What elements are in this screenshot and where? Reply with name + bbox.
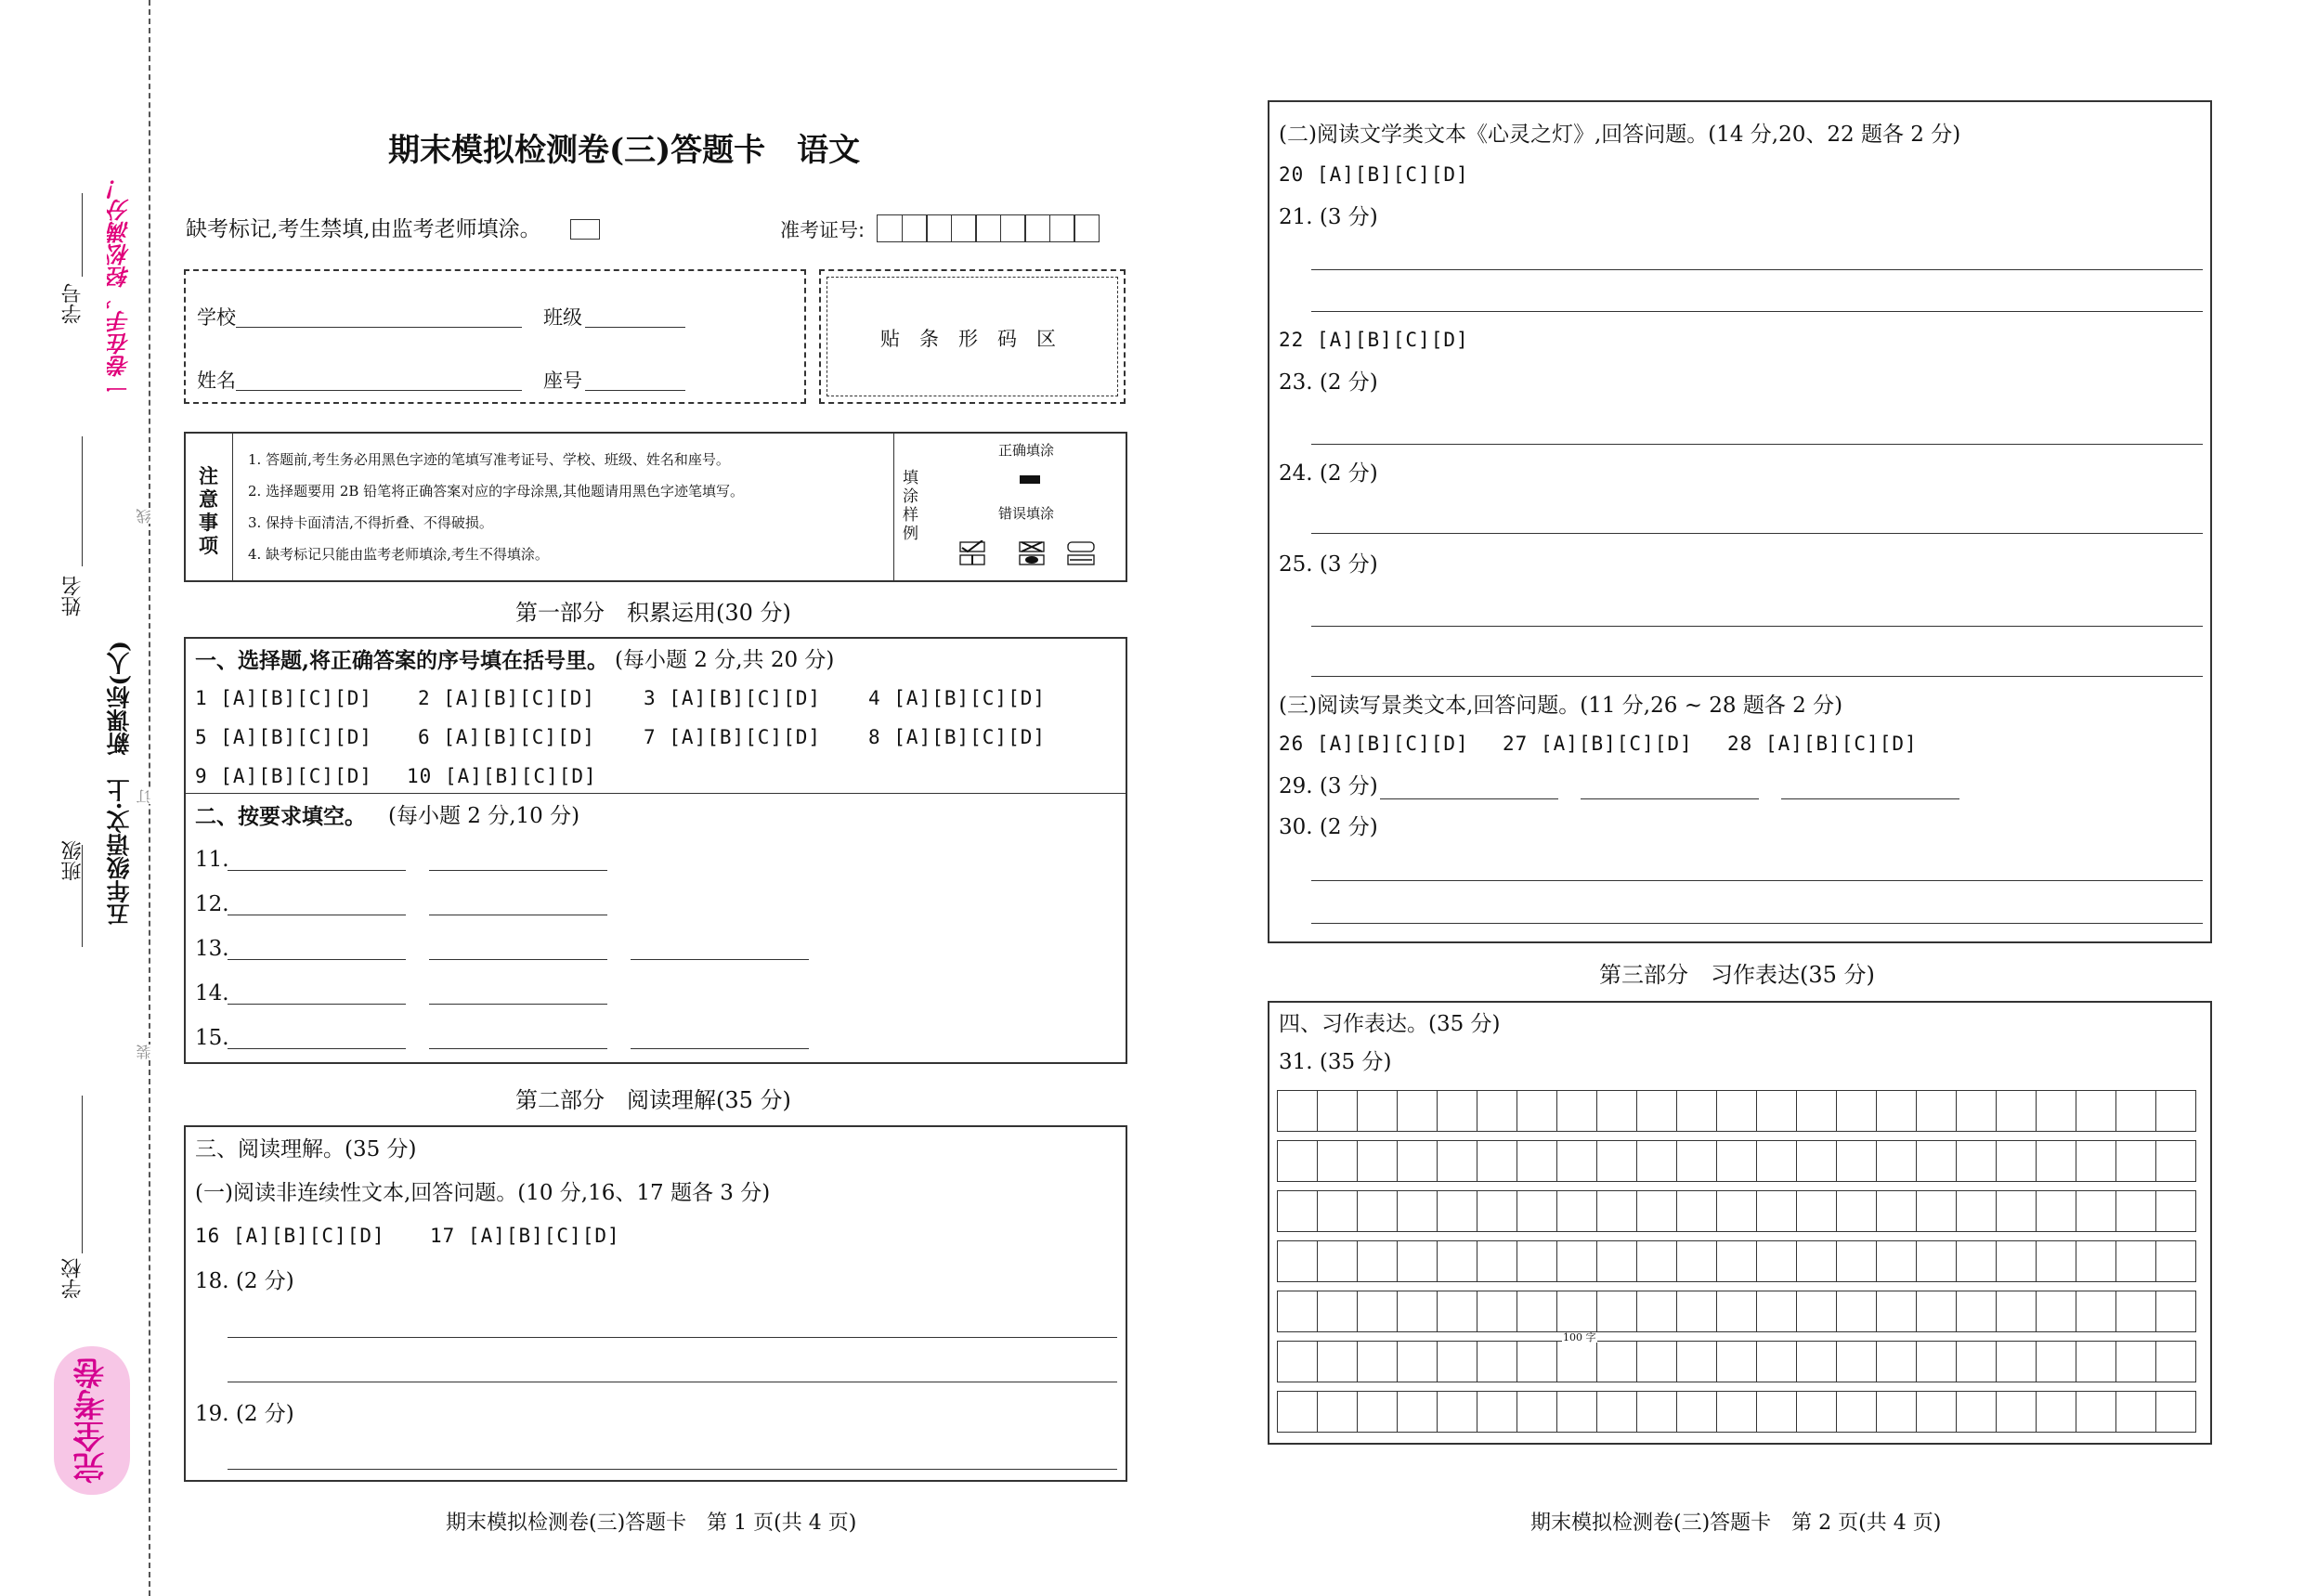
binding-class-label: 班级: [61, 840, 85, 881]
writing-grid-cell[interactable]: [1637, 1241, 1677, 1281]
fill-q15-label: 15.: [195, 1026, 229, 1050]
writing-grid-cell[interactable]: [1517, 1091, 1557, 1131]
writing-grid-cell[interactable]: [1677, 1392, 1717, 1432]
notice-heading-divider: [232, 432, 233, 582]
writing-grid-cell[interactable]: [2037, 1191, 2076, 1231]
exam-id-boxes[interactable]: [877, 214, 1099, 246]
writing-grid-cell[interactable]: [2116, 1392, 2156, 1432]
writing-grid-cell[interactable]: [1997, 1392, 2037, 1432]
writing-grid-cell[interactable]: [1717, 1191, 1757, 1231]
writing-grid-cell[interactable]: [1358, 1141, 1398, 1181]
page1-title: 期末模拟检测卷(三)答题卡 语文: [388, 132, 861, 169]
mc-q28[interactable]: 28 [A][B][C][D]: [1727, 733, 1918, 755]
mc-q7[interactable]: 7 [A][B][C][D]: [644, 726, 822, 748]
writing-grid-cell[interactable]: [1877, 1291, 1917, 1331]
writing-grid-cell[interactable]: [1957, 1291, 1997, 1331]
seat-input[interactable]: [585, 390, 685, 391]
writing-grid-cell[interactable]: [1917, 1191, 1957, 1231]
writing-grid-cell[interactable]: [1997, 1191, 2037, 1231]
correct-fill-label: 正确填涂: [998, 442, 1055, 459]
notice-item-4: 4. 缺考标记只能由监考老师填涂,考生不得填涂。: [248, 546, 549, 563]
writing-grid-row: [1277, 1341, 2196, 1382]
writing-grid-cell[interactable]: [2076, 1191, 2116, 1231]
writing-grid-cell[interactable]: [1597, 1091, 1637, 1131]
fill-q11-label: 11.: [195, 848, 229, 872]
writing-grid-cell[interactable]: [1597, 1141, 1637, 1181]
writing-grid-cell[interactable]: [1318, 1241, 1358, 1281]
notice-sample-divider: [893, 432, 894, 582]
writing-grid-cell[interactable]: [2076, 1141, 2116, 1181]
mc-q2[interactable]: 2 [A][B][C][D]: [418, 687, 596, 709]
binding-mark-zhuang: 装: [136, 1045, 153, 1059]
writing-grid-cell[interactable]: [2037, 1141, 2076, 1181]
notice-heading: 注意事项: [199, 464, 218, 557]
writing-grid-cell[interactable]: [1557, 1392, 1597, 1432]
writing-grid-cell[interactable]: [1517, 1241, 1557, 1281]
writing-grid-cell[interactable]: [1717, 1241, 1757, 1281]
binding-mark-xian: 线: [136, 509, 153, 524]
writing-grid-cell[interactable]: [1757, 1342, 1797, 1382]
writing-grid-cell[interactable]: [2076, 1392, 2116, 1432]
writing-grid-cell[interactable]: [1757, 1141, 1797, 1181]
binding-course: 五年级语文·上 新课标(人): [106, 641, 133, 927]
fill-q14-blank-2[interactable]: [429, 1004, 607, 1005]
mc-q6[interactable]: 6 [A][B][C][D]: [418, 726, 596, 748]
q2-heading: 二、按要求填空。: [195, 804, 366, 829]
writing-grid-cell[interactable]: [1677, 1191, 1717, 1231]
writing-grid-cell[interactable]: [1717, 1392, 1757, 1432]
writing-grid-cell[interactable]: [1997, 1342, 2037, 1382]
absent-note: 缺考标记,考生禁填,由监考老师填涂。: [186, 217, 541, 241]
writing-grid-cell[interactable]: [1877, 1392, 1917, 1432]
mc-q8[interactable]: 8 [A][B][C][D]: [868, 726, 1047, 748]
writing-grid-cell[interactable]: [1557, 1291, 1597, 1331]
writing-grid-cell[interactable]: [1677, 1141, 1717, 1181]
writing-grid-cell[interactable]: [1597, 1291, 1637, 1331]
writing-grid-cell[interactable]: [2076, 1291, 2116, 1331]
class-input[interactable]: [585, 327, 685, 328]
writing-grid-cell[interactable]: [1837, 1191, 1877, 1231]
writing-grid-cell[interactable]: [2116, 1091, 2156, 1131]
sample-heading: 填涂样例: [903, 469, 918, 543]
writing-grid-cell[interactable]: [1358, 1392, 1398, 1432]
writing-grid-cell[interactable]: [1278, 1291, 1318, 1331]
writing-grid-cell[interactable]: [1398, 1141, 1438, 1181]
writing-grid-cell[interactable]: [1477, 1342, 1517, 1382]
page1-footer: 期末模拟检测卷(三)答题卡 第 1 页(共 4 页): [446, 1512, 857, 1535]
writing-grid-cell[interactable]: [2156, 1191, 2196, 1231]
writing-grid-cell[interactable]: [2076, 1241, 2116, 1281]
fill-q15-blank-2[interactable]: [429, 1048, 607, 1049]
writing-grid-cell[interactable]: [1917, 1392, 1957, 1432]
writing-grid-cell[interactable]: [1318, 1091, 1358, 1131]
part2-heading: 第二部分 阅读理解(35 分): [515, 1087, 791, 1113]
fill-q14-blank-1[interactable]: [228, 1004, 406, 1005]
name-input[interactable]: [236, 390, 522, 391]
writing-grid-cell[interactable]: [1637, 1392, 1677, 1432]
writing-grid-cell[interactable]: [2116, 1241, 2156, 1281]
writing-grid-cell[interactable]: [1358, 1291, 1398, 1331]
school-input[interactable]: [236, 327, 522, 328]
fill-q15-blank-1[interactable]: [228, 1048, 406, 1049]
sub3-heading: (三)阅读写景类文本,回答问题。(11 分,26 ~ 28 题各 2 分): [1279, 694, 1843, 718]
writing-grid-cell[interactable]: [1358, 1342, 1398, 1382]
writing-grid-cell[interactable]: [1358, 1191, 1398, 1231]
writing-grid-cell[interactable]: [1557, 1091, 1597, 1131]
writing-grid-cell[interactable]: [1438, 1392, 1477, 1432]
writing-grid-cell[interactable]: [1517, 1342, 1557, 1382]
writing-grid-cell[interactable]: [1957, 1191, 1997, 1231]
writing-grid-cell[interactable]: [1637, 1342, 1677, 1382]
writing-grid-cell[interactable]: [2076, 1342, 2116, 1382]
mc-q22[interactable]: 22 [A][B][C][D]: [1279, 329, 1469, 351]
writing-grid-cell[interactable]: [1837, 1141, 1877, 1181]
writing-grid-cell[interactable]: [1957, 1342, 1997, 1382]
writing-grid-cell[interactable]: [1557, 1141, 1597, 1181]
writing-grid-cell[interactable]: [1637, 1291, 1677, 1331]
mc-q5[interactable]: 5 [A][B][C][D]: [195, 726, 373, 748]
writing-grid-cell[interactable]: [1677, 1091, 1717, 1131]
writing-grid-cell[interactable]: [1398, 1091, 1438, 1131]
brand-logo-text: 完全考卷: [73, 1357, 111, 1484]
writing-grid-cell[interactable]: [2116, 1191, 2156, 1231]
class-label: 班级: [543, 306, 582, 329]
writing-grid-cell[interactable]: [1318, 1342, 1358, 1382]
writing-grid-cell[interactable]: [2156, 1241, 2196, 1281]
page2-footer: 期末模拟检测卷(三)答题卡 第 2 页(共 4 页): [1530, 1512, 1942, 1535]
q21-answer-line-1[interactable]: [1311, 269, 2203, 270]
writing-grid-cell[interactable]: [1637, 1141, 1677, 1181]
mc-q26[interactable]: 26 [A][B][C][D]: [1279, 733, 1469, 755]
writing-grid-row: [1277, 1240, 2196, 1282]
mc-q17[interactable]: 17 [A][B][C][D]: [430, 1225, 620, 1247]
wrong-fill-label: 错误填涂: [998, 505, 1055, 522]
q24-label: 24. (2 分): [1279, 461, 1378, 486]
exam-id-label: 准考证号:: [780, 219, 866, 241]
writing-grid-cell[interactable]: [1597, 1191, 1637, 1231]
q30-answer-line-1[interactable]: [1311, 880, 2203, 881]
mc-q4[interactable]: 4 [A][B][C][D]: [868, 687, 1047, 709]
reading-box-2: [1268, 100, 2212, 943]
q21-answer-line-2[interactable]: [1311, 311, 2203, 312]
name-label: 姓名: [197, 370, 236, 392]
writing-grid-cell[interactable]: [1797, 1392, 1837, 1432]
mc-q16[interactable]: 16 [A][B][C][D]: [195, 1225, 385, 1247]
q3-heading: 三、阅读理解。(35 分): [195, 1137, 417, 1161]
writing-grid-cell[interactable]: [1358, 1241, 1398, 1281]
part3-heading: 第三部分 习作表达(35 分): [1599, 962, 1875, 988]
writing-grid-cell[interactable]: [2156, 1342, 2196, 1382]
notice-item-1: 1. 答题前,考生务必用黑色字迹的笔填写准考证号、学校、班级、姓名和座号。: [248, 451, 730, 468]
writing-grid-cell[interactable]: [1278, 1091, 1318, 1131]
q29-blank-1[interactable]: [1380, 798, 1558, 799]
writing-grid-cell[interactable]: [1597, 1392, 1637, 1432]
writing-grid-cell[interactable]: [1517, 1141, 1557, 1181]
writing-grid-cell[interactable]: [2116, 1291, 2156, 1331]
q21-label: 21. (3 分): [1279, 205, 1378, 229]
writing-grid-cell[interactable]: [1398, 1191, 1438, 1231]
writing-grid-cell[interactable]: [1477, 1241, 1517, 1281]
writing-grid-cell[interactable]: [1757, 1291, 1797, 1331]
writing-grid-cell[interactable]: [1797, 1141, 1837, 1181]
seat-label: 座号: [543, 370, 582, 392]
writing-grid-cell[interactable]: [1917, 1342, 1957, 1382]
writing-grid-cell[interactable]: [1278, 1241, 1318, 1281]
writing-grid-cell[interactable]: [1557, 1241, 1597, 1281]
writing-grid-cell[interactable]: [1837, 1291, 1877, 1331]
writing-grid-cell[interactable]: [1278, 1342, 1318, 1382]
writing-grid-cell[interactable]: [1717, 1091, 1757, 1131]
mc-q1[interactable]: 1 [A][B][C][D]: [195, 687, 373, 709]
fill-q15-blank-3[interactable]: [631, 1048, 809, 1049]
writing-grid-row: [1277, 1140, 2196, 1182]
writing-grid-cell[interactable]: [1398, 1342, 1438, 1382]
q29-label: 29. (3 分): [1279, 774, 1378, 798]
writing-grid-cell[interactable]: [1517, 1291, 1557, 1331]
writing-grid-cell[interactable]: [1637, 1091, 1677, 1131]
writing-grid-cell[interactable]: [1757, 1392, 1797, 1432]
q23-answer-line-1[interactable]: [1311, 444, 2203, 445]
writing-grid-cell[interactable]: [1597, 1241, 1637, 1281]
wrong-fill-samples: [957, 540, 1105, 568]
binding-school-line: [82, 1096, 83, 1253]
writing-grid-cell[interactable]: [1557, 1191, 1597, 1231]
writing-grid-cell[interactable]: [1517, 1392, 1557, 1432]
q25-answer-line-1[interactable]: [1311, 626, 2203, 627]
writing-grid-cell[interactable]: [1957, 1091, 1997, 1131]
fill-q11-blank-2[interactable]: [429, 870, 607, 871]
writing-grid-cell[interactable]: [2116, 1342, 2156, 1382]
writing-grid-row: [1277, 1291, 2196, 1332]
writing-grid-cell[interactable]: [1877, 1091, 1917, 1131]
writing-grid-cell[interactable]: [1917, 1091, 1957, 1131]
writing-grid-cell[interactable]: [1278, 1141, 1318, 1181]
writing-grid-cell[interactable]: [1797, 1241, 1837, 1281]
q4-heading: 四、习作表达。(35 分): [1279, 1012, 1501, 1036]
binding-school-label: 学校: [61, 1258, 85, 1299]
writing-grid-cell[interactable]: [1557, 1342, 1597, 1382]
writing-grid-cell[interactable]: [1477, 1191, 1517, 1231]
mc-q27[interactable]: 27 [A][B][C][D]: [1503, 733, 1693, 755]
brand-logo: [54, 1346, 130, 1495]
binding-mark-ding: 订: [136, 789, 153, 804]
writing-grid-cell[interactable]: [1677, 1342, 1717, 1382]
wrong-fill-icons: [957, 540, 1105, 568]
q1-heading: 一、选择题,将正确答案的序号填在括号里。: [195, 648, 609, 673]
writing-grid-cell[interactable]: [2076, 1091, 2116, 1131]
binding-student-id-line: [82, 193, 83, 277]
writing-grid-cell[interactable]: [1877, 1141, 1917, 1181]
writing-grid-cell[interactable]: [2156, 1141, 2196, 1181]
writing-grid-cell[interactable]: [1318, 1191, 1358, 1231]
writing-grid-cell[interactable]: [2156, 1091, 2196, 1131]
writing-grid-cell[interactable]: [1757, 1191, 1797, 1231]
mc-q9[interactable]: 9 [A][B][C][D]: [195, 765, 373, 787]
q3-box: [184, 1125, 1127, 1482]
fill-q13-blank-2[interactable]: [429, 959, 607, 960]
q2-score: (每小题 2 分,10 分): [388, 804, 580, 828]
writing-grid-cell[interactable]: [1278, 1392, 1318, 1432]
writing-grid-cell[interactable]: [1957, 1392, 1997, 1432]
writing-grid-cell[interactable]: [2116, 1141, 2156, 1181]
q19-label: 19. (2 分): [195, 1402, 294, 1426]
student-info-box: [184, 269, 806, 404]
writing-grid-cell[interactable]: [1438, 1091, 1477, 1131]
writing-grid-cell[interactable]: [1877, 1191, 1917, 1231]
q1-divider: [184, 793, 1127, 794]
writing-grid-cell[interactable]: [1597, 1342, 1637, 1382]
writing-grid-cell[interactable]: [1837, 1241, 1877, 1281]
writing-grid-cell[interactable]: [1797, 1191, 1837, 1231]
q25-label: 25. (3 分): [1279, 552, 1378, 577]
sub2-heading: (二)阅读文学类文本《心灵之灯》,回答问题。(14 分,20、22 题各 2 分): [1279, 123, 1961, 147]
writing-grid-cell[interactable]: [1917, 1241, 1957, 1281]
writing-grid-cell[interactable]: [1438, 1342, 1477, 1382]
writing-grid-cell[interactable]: [1438, 1241, 1477, 1281]
writing-grid-cell[interactable]: [1797, 1342, 1837, 1382]
writing-grid-cell[interactable]: [1757, 1241, 1797, 1281]
mc-q3[interactable]: 3 [A][B][C][D]: [644, 687, 822, 709]
writing-grid-cell[interactable]: [1438, 1141, 1477, 1181]
writing-grid-cell[interactable]: [1717, 1291, 1757, 1331]
writing-grid-cell[interactable]: [1637, 1191, 1677, 1231]
q18-label: 18. (2 分): [195, 1269, 294, 1293]
writing-grid-cell[interactable]: [1997, 1241, 2037, 1281]
binding-student-id-label: 学号: [61, 283, 85, 324]
writing-grid-cell[interactable]: [1797, 1091, 1837, 1131]
q19-answer-line-1[interactable]: [228, 1469, 1117, 1470]
writing-grid-cell[interactable]: [1717, 1141, 1757, 1181]
writing-grid-cell[interactable]: [1957, 1141, 1997, 1181]
writing-grid-cell[interactable]: [1318, 1392, 1358, 1432]
q25-answer-line-2[interactable]: [1311, 676, 2203, 677]
writing-grid-cell[interactable]: [2156, 1291, 2196, 1331]
writing-grid-cell[interactable]: [1837, 1342, 1877, 1382]
q3-sub1: (一)阅读非连续性文本,回答问题。(10 分,16、17 题各 3 分): [195, 1181, 771, 1205]
writing-grid-cell[interactable]: [1757, 1091, 1797, 1131]
writing-grid-cell[interactable]: [2037, 1291, 2076, 1331]
fill-q12-label: 12.: [195, 892, 229, 916]
fill-q11-blank-1[interactable]: [228, 870, 406, 871]
writing-grid-cell[interactable]: [1877, 1342, 1917, 1382]
q30-answer-line-2[interactable]: [1311, 923, 2203, 924]
writing-grid-row: [1277, 1391, 2196, 1433]
correct-fill-sample: [1020, 475, 1040, 484]
writing-grid-cell[interactable]: [1917, 1291, 1957, 1331]
writing-grid-cell[interactable]: [2037, 1392, 2076, 1432]
notice-item-3: 3. 保持卡面清洁,不得折叠、不得破损。: [248, 514, 493, 531]
binding-name-label: 姓名: [61, 576, 85, 616]
grid-100-mark: 100 字: [1563, 1331, 1596, 1343]
binding-slogan: 一卷在手，轻松满分！: [107, 176, 134, 399]
writing-grid-cell[interactable]: [1398, 1392, 1438, 1432]
writing-grid-cell[interactable]: [2037, 1342, 2076, 1382]
writing-grid-cell[interactable]: [1877, 1241, 1917, 1281]
barcode-label: 贴 条 形 码 区: [880, 328, 1056, 350]
writing-grid-cell[interactable]: [1677, 1291, 1717, 1331]
writing-grid-cell[interactable]: [1477, 1392, 1517, 1432]
school-label: 学校: [197, 306, 236, 329]
writing-grid-cell[interactable]: [1517, 1191, 1557, 1231]
writing-grid-cell[interactable]: [1797, 1291, 1837, 1331]
writing-grid-cell[interactable]: [1318, 1141, 1358, 1181]
writing-grid-cell[interactable]: [1477, 1141, 1517, 1181]
mc-q10[interactable]: 10 [A][B][C][D]: [407, 765, 597, 787]
writing-grid-cell[interactable]: [1837, 1091, 1877, 1131]
q24-answer-line-1[interactable]: [1311, 533, 2203, 534]
writing-grid-cell[interactable]: [1398, 1291, 1438, 1331]
mc-q20[interactable]: 20 [A][B][C][D]: [1279, 163, 1469, 186]
writing-grid-cell[interactable]: [1278, 1191, 1318, 1231]
binding-class-line: [82, 845, 83, 947]
writing-grid-cell[interactable]: [1477, 1291, 1517, 1331]
writing-grid-row: [1277, 1090, 2196, 1132]
writing-grid-cell[interactable]: [1477, 1091, 1517, 1131]
writing-grid-cell[interactable]: [1318, 1291, 1358, 1331]
q30-label: 30. (2 分): [1279, 815, 1378, 839]
writing-grid-cell[interactable]: [1358, 1091, 1398, 1131]
fill-q13-blank-1[interactable]: [228, 959, 406, 960]
writing-grid-cell[interactable]: [1997, 1091, 2037, 1131]
writing-grid-cell[interactable]: [1717, 1342, 1757, 1382]
fill-q14-label: 14.: [195, 981, 229, 1006]
writing-grid-cell[interactable]: [1997, 1291, 2037, 1331]
fill-q13-blank-3[interactable]: [631, 959, 809, 960]
writing-grid-cell[interactable]: [1997, 1141, 2037, 1181]
q23-label: 23. (2 分): [1279, 370, 1378, 395]
writing-grid-cell[interactable]: [1677, 1241, 1717, 1281]
q1-score: (每小题 2 分,共 20 分): [615, 648, 835, 672]
writing-grid-cell[interactable]: [2037, 1241, 2076, 1281]
writing-grid-cell[interactable]: [1917, 1141, 1957, 1181]
fill-q13-label: 13.: [195, 937, 229, 961]
q18-answer-line-1[interactable]: [228, 1337, 1117, 1338]
q31-label: 31. (35 分): [1279, 1050, 1392, 1074]
writing-grid-cell[interactable]: [1398, 1241, 1438, 1281]
writing-grid-cell[interactable]: [1438, 1291, 1477, 1331]
part1-heading: 第一部分 积累运用(30 分): [515, 600, 791, 626]
writing-grid-cell[interactable]: [1837, 1392, 1877, 1432]
absent-checkbox[interactable]: [570, 219, 600, 240]
writing-grid-cell[interactable]: [1438, 1191, 1477, 1231]
notice-item-2: 2. 选择题要用 2B 铅笔将正确答案对应的字母涂黑,其他题请用黑色字迹笔填写。: [248, 483, 744, 500]
q29-blank-3[interactable]: [1781, 798, 1959, 799]
writing-grid-cell[interactable]: [2037, 1091, 2076, 1131]
writing-grid-row: [1277, 1190, 2196, 1232]
writing-grid-cell[interactable]: [1957, 1241, 1997, 1281]
writing-grid-cell[interactable]: [2156, 1392, 2196, 1432]
binding-name-line: [82, 436, 83, 566]
q29-blank-2[interactable]: [1581, 798, 1759, 799]
